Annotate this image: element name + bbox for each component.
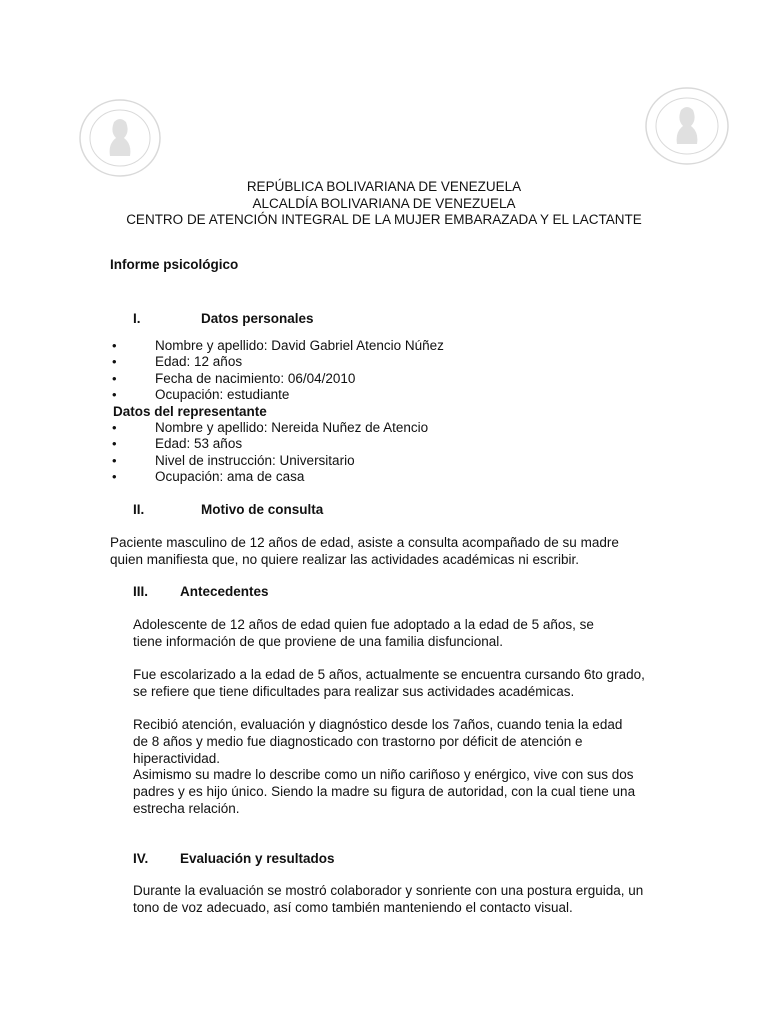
background-paragraph: Adolescente de 12 años de edad quien fue adoptado a la edad de 5 años, se tiene información de que proviene de una familia disfuncional. xyxy=(133,617,594,649)
background-paragraph: Fue escolarizado a la edad de 5 años, actualmente se encuentra cursando 6to grado, se refiere que tiene dificultades para realizar sus actividades académicas. xyxy=(133,667,645,699)
personal-item: Nombre y apellido: David Gabriel Atencio Núñez xyxy=(155,338,444,353)
section-4-title: Evaluación y resultados xyxy=(180,851,335,866)
representative-item: Nombre y apellido: Nereida Nuñez de Atencio xyxy=(155,420,429,435)
section-3-title: Antecedentes xyxy=(180,584,269,599)
section-2-title: Motivo de consulta xyxy=(201,502,324,517)
personal-item: Ocupación: estudiante xyxy=(155,387,290,402)
bullet-icon: • xyxy=(112,371,117,386)
representative-item: Edad: 53 años xyxy=(155,436,243,451)
section-3-number: III. xyxy=(133,584,149,599)
document-title: Informe psicológico xyxy=(110,257,239,272)
background-paragraph: Recibió atención, evaluación y diagnóstico desde los 7años, cuando tenia la edad de 8 años y medio fue diagnosticado con trastorno por déficit de atención e hiperactividad. xyxy=(133,717,623,766)
bullet-icon: • xyxy=(112,420,117,435)
right-seal-stamp xyxy=(644,86,730,166)
evaluation-paragraph: Durante la evaluación se mostró colaborador y sonriente con una postura erguida, un tono de voz adecuado, así como también manteniendo el contacto visual. xyxy=(133,883,644,915)
section-2-number: II. xyxy=(133,502,145,517)
section-1-title: Datos personales xyxy=(201,311,314,326)
representative-title: Datos del representante xyxy=(113,404,267,419)
bullet-icon: • xyxy=(112,387,117,402)
background-paragraph: Asimismo su madre lo describe como un niño cariñoso y enérgico, vive con sus dos padres y es hijo único. Siendo la madre su figura de autoridad, con la cual tiene una estrecha relación. xyxy=(133,767,636,816)
bullet-icon: • xyxy=(112,354,117,369)
header-line-2: ALCALDÍA BOLIVARIANA DE VENEZUELA xyxy=(252,196,516,211)
bullet-icon: • xyxy=(112,469,117,484)
section-1-number: I. xyxy=(133,311,141,326)
reason-paragraph: Paciente masculino de 12 años de edad, asiste a consulta acompañado de su madre quien manifiesta que, no quiere realizar las actividades académicas ni escribir. xyxy=(110,535,619,567)
personal-item: Edad: 12 años xyxy=(155,354,243,369)
representative-item: Ocupación: ama de casa xyxy=(155,469,305,484)
representative-item: Nivel de instrucción: Universitario xyxy=(155,453,355,468)
bullet-icon: • xyxy=(112,453,117,468)
header-line-3: CENTRO DE ATENCIÓN INTEGRAL DE LA MUJER EMBARAZADA Y EL LACTANTE xyxy=(126,212,642,227)
bullet-icon: • xyxy=(112,436,117,451)
section-4-number: IV. xyxy=(133,851,149,866)
personal-item: Fecha de nacimiento: 06/04/2010 xyxy=(155,371,356,386)
bullet-icon: • xyxy=(112,338,117,353)
left-seal-stamp xyxy=(78,98,162,178)
header-line-1: REPÚBLICA BOLIVARIANA DE VENEZUELA xyxy=(246,179,522,194)
